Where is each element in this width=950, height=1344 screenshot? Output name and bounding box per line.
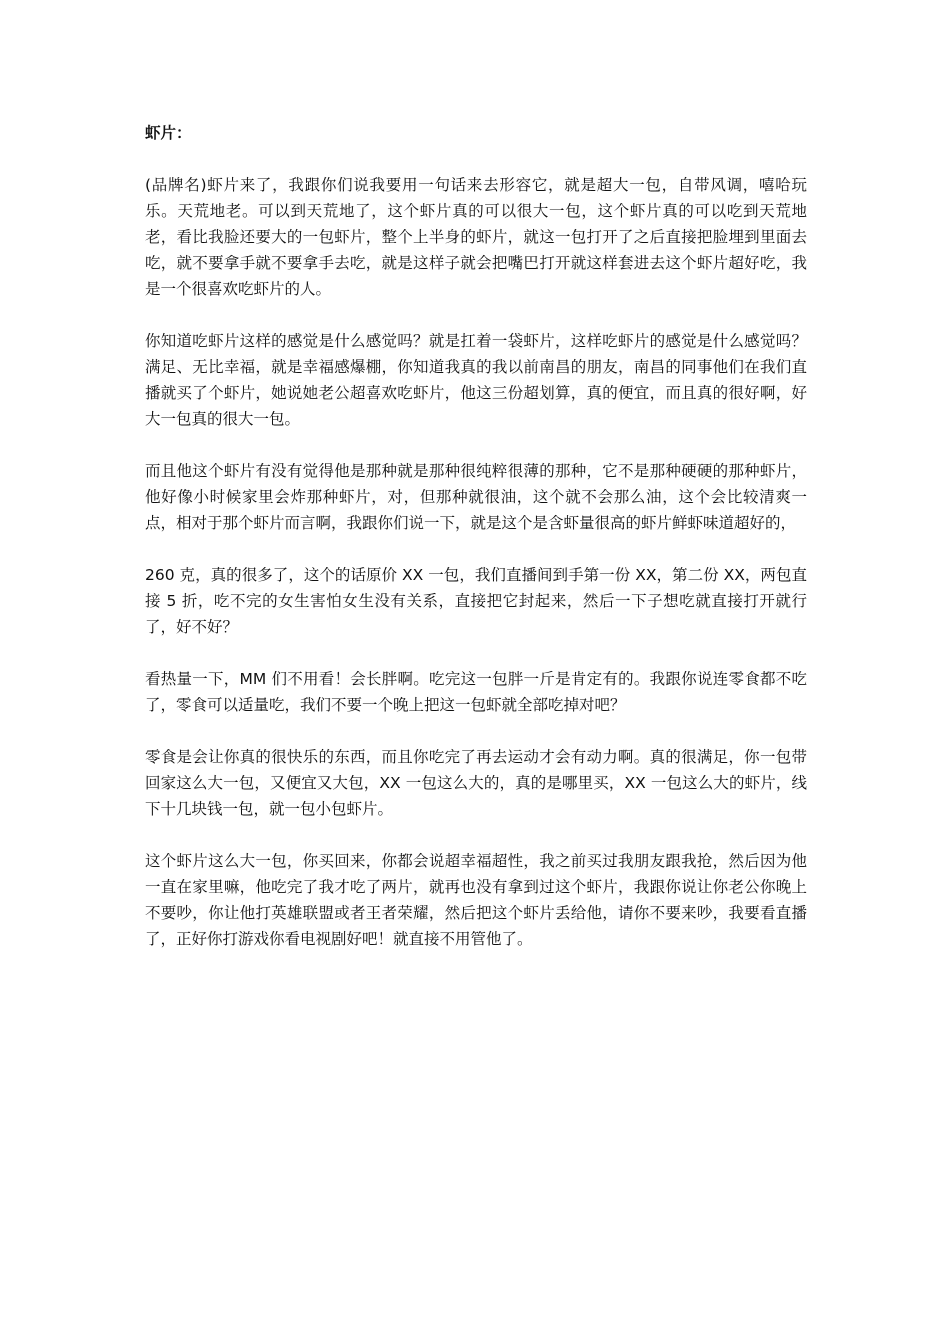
document-body xyxy=(145,120,807,978)
paragraph-3: 而且他这个虾片有没有觉得他是那种就是那种很纯粹很薄的那种，它不是那种硬硬的那种虾片，他好像小时候家里会炸那种虾片，对，但那种就很油，这个就不会那么油，这个会比较清爽一点，相对于那个虾片而言啊，我跟你们说一下，就是这个是含虾量很高的虾片鲜虾味道超好的， xyxy=(145,462,807,532)
paragraph-5: 看热量一下，MM 们不用看！会长胖啊。吃完这一包胖一斤是肯定有的。我跟你说连零食都不吃了，零食可以适量吃，我们不要一个晚上把这一包虾就全部吃掉对吧？ xyxy=(145,670,807,714)
document-title: 虾片： xyxy=(145,124,192,142)
paragraph-6: 零食是会让你真的很快乐的东西，而且你吃完了再去运动才会有动力啊。真的很满足，你一包带回家这么大一包，又便宜又大包，XX 一包这么大的，真的是哪里买，XX 一包这么大的虾片，线下十几块钱一包，就一包小包虾片。 xyxy=(145,748,807,818)
paragraph-1: (品牌名)虾片来了，我跟你们说我要用一句话来去形容它，就是超大一包，自带风调，嘻哈玩乐。天荒地老。可以到天荒地了，这个虾片真的可以很大一包，这个虾片真的可以吃到天荒地老，看比我脸还要大的一包虾片，整个上半身的虾片，就这一包打开了之后直接把脸埋到里面去吃，就不要拿手就不要拿手去吃，就是这样子就会把嘴巴打开就这样套进去这个虾片超好吃，我是一个很喜欢吃虾片的人。 xyxy=(145,176,807,298)
paragraph-7: 这个虾片这么大一包，你买回来，你都会说超幸福超性，我之前买过我朋友跟我抢，然后因为他一直在家里嘛，他吃完了我才吃了两片，就再也没有拿到过这个虾片，我跟你说让你老公你晚上不要吵，你让他打英雄联盟或者王者荣耀，然后把这个虾片丢给他，请你不要来吵，我要看直播了，正好你打游戏你看电视剧好吧！就直接不用管他了。 xyxy=(145,852,807,948)
paragraph-2: 你知道吃虾片这样的感觉是什么感觉吗？就是扛着一袋虾片，这样吃虾片的感觉是什么感觉吗？满足、无比幸福，就是幸福感爆棚，你知道我真的我以前南昌的朋友，南昌的同事他们在我们直播就买了个虾片，她说她老公超喜欢吃虾片，他这三份超划算，真的便宜，而且真的很好啊，好大一包真的很大一包。 xyxy=(145,332,807,428)
paragraph-4: 260 克，真的很多了，这个的话原价 XX 一包，我们直播间到手第一份 XX，第二份 XX，两包直接 5 折，吃不完的女生害怕女生没有关系，直接把它封起来，然后一下子想吃就直接打开就行了，好不好？ xyxy=(145,566,807,636)
